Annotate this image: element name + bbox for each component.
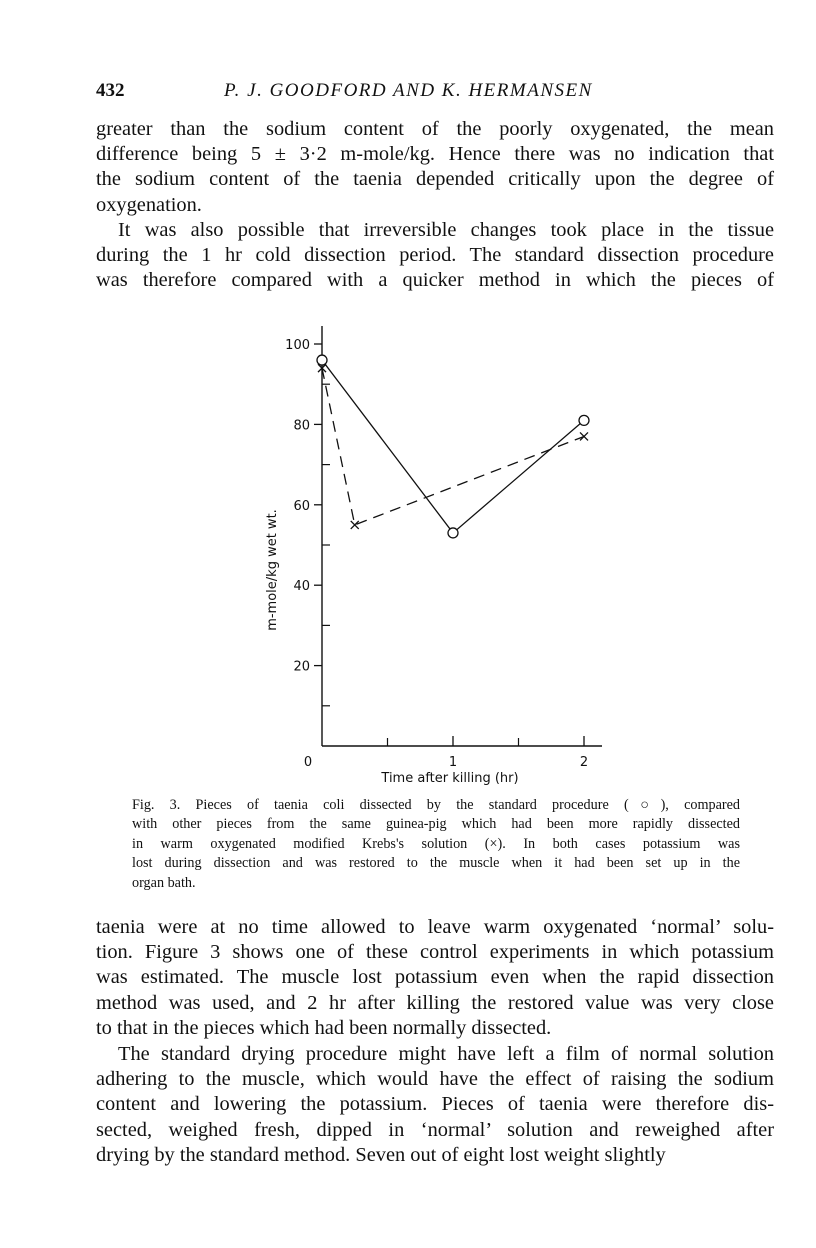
text-line: drying by the standard method. Seven out of eight lost weight slightly (96, 1143, 666, 1166)
text-line: the sodium content of the taenia depended critically upon the degree of (96, 168, 774, 191)
y-tick-label: 40 (293, 579, 310, 595)
line-chart (240, 318, 620, 788)
text-line: to that in the pieces which had been normally dissected. (96, 1016, 552, 1039)
y-tick-label: 80 (293, 418, 310, 434)
figure-caption (132, 796, 740, 893)
y-tick-label: 100 (285, 338, 310, 353)
series-line-dashed (322, 368, 584, 525)
running-header (96, 80, 726, 110)
text-line: difference being 5 ± 3·2 m-mole/kg. Hence there was no indication that (96, 143, 774, 166)
text-line: method was used, and 2 hr after killing the restored value was very close (96, 991, 774, 1014)
x-axis-label: Time after killing (hr) (381, 771, 519, 786)
paragraph-drying-procedure (96, 1042, 774, 1168)
caption-line: with other pieces from the same guinea-pig which had been more rapidly dissected (132, 816, 740, 833)
text-line: during the 1 hr cold dissection period. The standard dissection procedure (96, 244, 774, 267)
y-axis-label: m-mole/kg wet wt. (265, 509, 280, 631)
running-head-authors: P. J. GOODFORD AND K. HERMANSEN (224, 80, 593, 101)
figure-3 (240, 318, 620, 788)
data-point-circle (579, 415, 589, 425)
x-tick-label: 0 (303, 755, 313, 770)
y-tick-label: 20 (293, 659, 310, 675)
text-line: content and lowering the potassium. Pieces of taenia were therefore dis- (96, 1093, 774, 1116)
paragraph-oxygenation (96, 117, 774, 218)
caption-line: organ bath. (132, 874, 196, 891)
data-point-cross (351, 521, 359, 529)
series-line-solid (322, 360, 584, 533)
paragraph-dissection-period (96, 218, 774, 294)
text-line: was estimated. The muscle lost potassium even when the rapid dissection (96, 966, 774, 989)
text-line: tion. Figure 3 shows one of these control experiments in which potassium (96, 941, 774, 964)
text-line: The standard drying procedure might have left a film of normal solution (118, 1043, 774, 1065)
x-tick-label: 2 (579, 755, 589, 770)
text-line: taenia were at no time allowed to leave warm oxygenated ‘normal’ solu- (96, 916, 774, 938)
data-point-circle (317, 355, 327, 365)
text-line: was therefore compared with a quicker method in which the pieces of (96, 269, 774, 292)
caption-line: in warm oxygenated modified Krebs's solution (×). In both cases potassium was (132, 835, 740, 852)
data-point-circle (448, 528, 458, 538)
page-number: 432 (96, 80, 125, 101)
caption-line: Fig. 3. Pieces of taenia coli dissected by the standard procedure (○), compared (132, 797, 740, 813)
data-point-cross (580, 432, 588, 440)
text-line: adhering to the muscle, which would have the effect of raising the sodium (96, 1068, 774, 1091)
y-tick-label: 60 (293, 498, 310, 514)
text-line: greater than the sodium content of the poorly oxygenated, the mean (96, 118, 774, 140)
caption-line: lost during dissection and was restored to the muscle when it had been set up in the (132, 855, 740, 872)
text-line: It was also possible that irreversible changes took place in the tissue (118, 219, 774, 241)
text-line: sected, weighed fresh, dipped in ‘normal’ solution and reweighed after (96, 1118, 774, 1141)
x-tick-label: 1 (448, 755, 458, 770)
text-line: oxygenation. (96, 193, 202, 216)
paragraph-control-experiments (96, 915, 774, 1041)
